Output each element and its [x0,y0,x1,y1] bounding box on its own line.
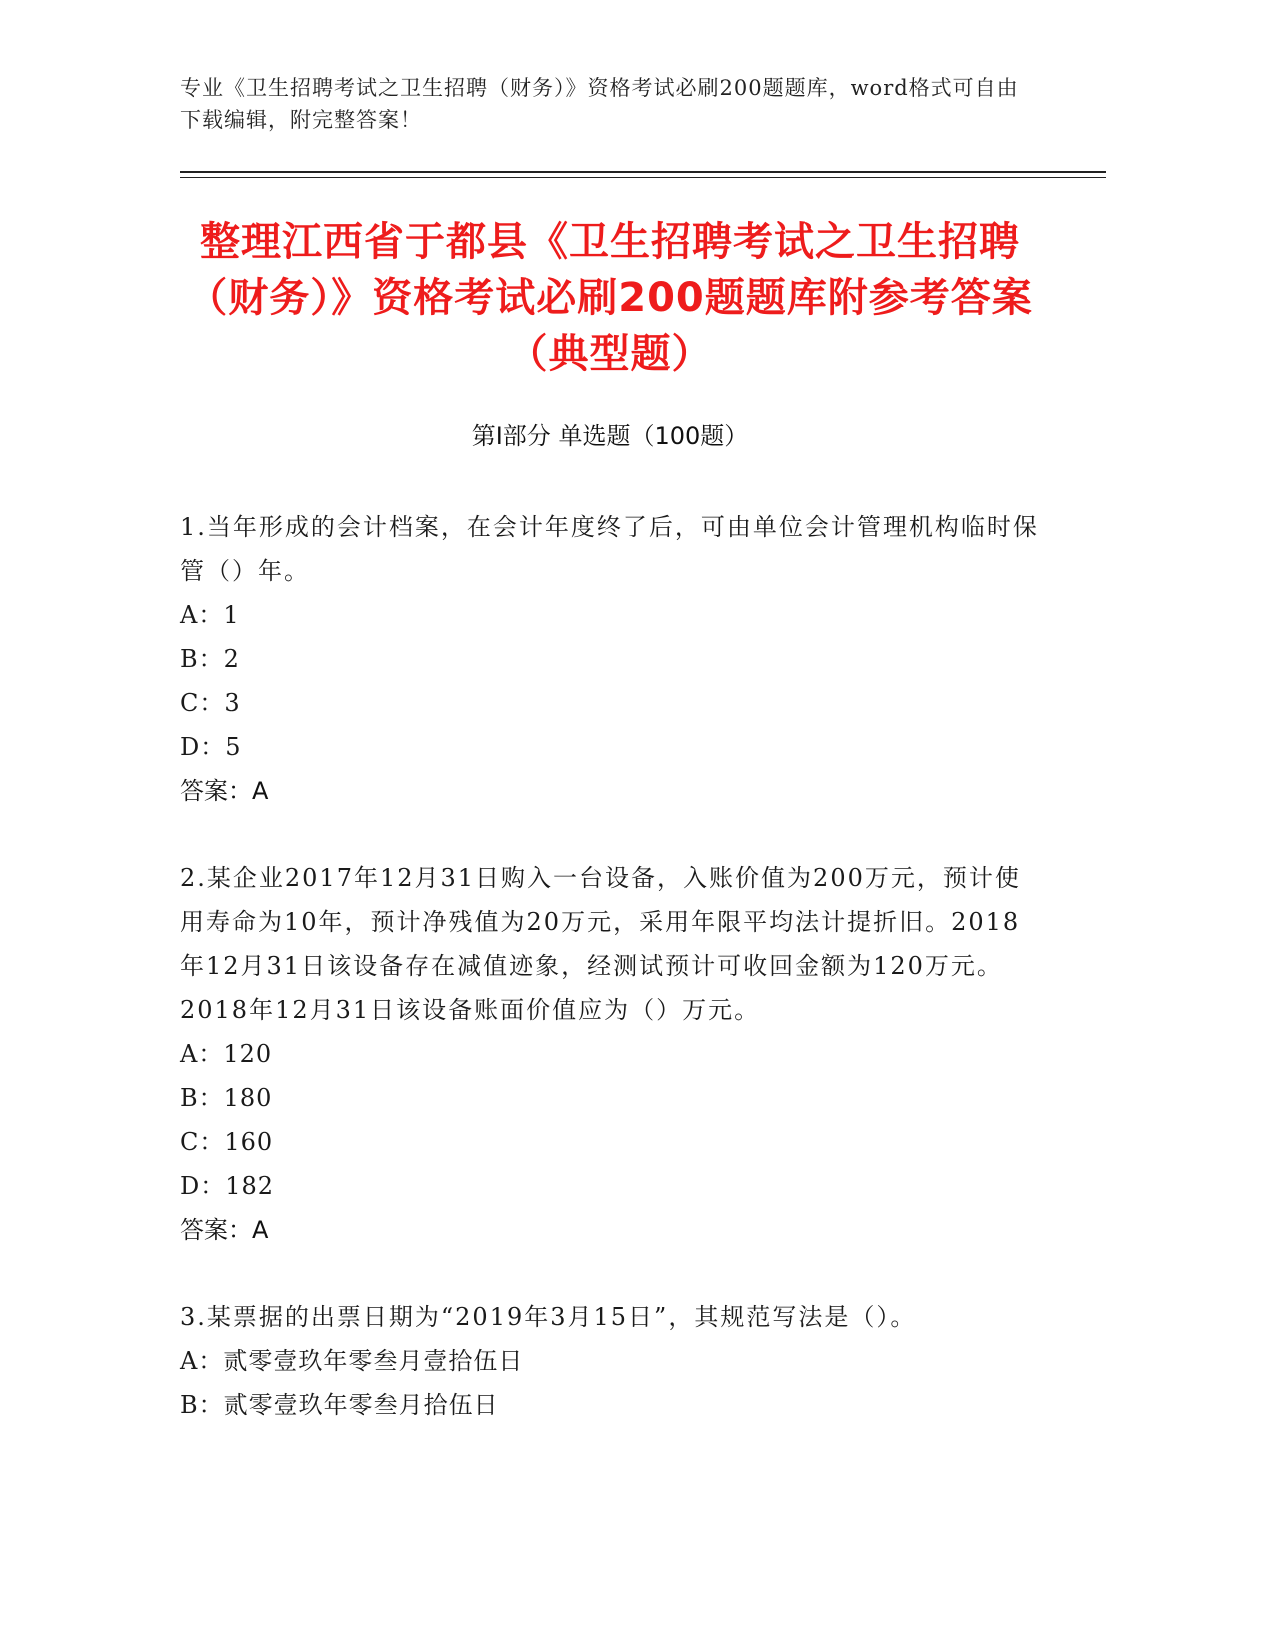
question-1 [180,505,1040,813]
option-d: D：5 [180,733,242,761]
question-stem: 1.当年形成的会计档案，在会计年度终了后，可由单位会计管理机构临时保管（）年。 [180,513,1039,585]
option-d: D：182 [180,1172,275,1200]
answer-line: 答案：A [180,777,269,805]
option-a: A：1 [180,601,240,629]
option-a: A：贰零壹玖年零叁月壹拾伍日 [180,1347,524,1375]
header-divider-thin [180,177,1106,178]
question-list [180,505,1040,1470]
option-c: C：160 [180,1128,274,1156]
header-divider-thick [180,171,1106,173]
question-3 [180,1295,1040,1427]
option-b: B：贰零壹玖年零叁月拾伍日 [180,1391,499,1419]
option-b: B：2 [180,645,240,673]
question-2 [180,856,1040,1252]
option-a: A：120 [180,1040,273,1068]
answer-line: 答案：A [180,1216,269,1244]
question-stem: 2.某企业2017年12月31日购入一台设备，入账价值为200万元，预计使用寿命为10年，预计净残值为20万元，采用年限平均法计提折旧。2018年12月31日该设备存在减值迹象，经测试预计可收回金额为120万元。2018年12月31日该设备账面价值应为（）万元。 [180,864,1021,1024]
question-stem: 3.某票据的出票日期为“2019年3月15日”，其规范写法是（）。 [180,1303,917,1331]
document-title: 整理江西省于都县《卫生招聘考试之卫生招聘（财务）》资格考试必刷200题题库附参考答案（典型题） [187,219,1033,377]
option-c: C：3 [180,689,241,717]
section-heading: 第Ⅰ部分 单选题（100题） [471,422,749,450]
option-b: B：180 [180,1084,273,1112]
page-header-text: 专业《卫生招聘考试之卫生招聘（财务）》资格考试必刷200题题库，word格式可自由下载编辑，附完整答案！ [180,76,1019,132]
